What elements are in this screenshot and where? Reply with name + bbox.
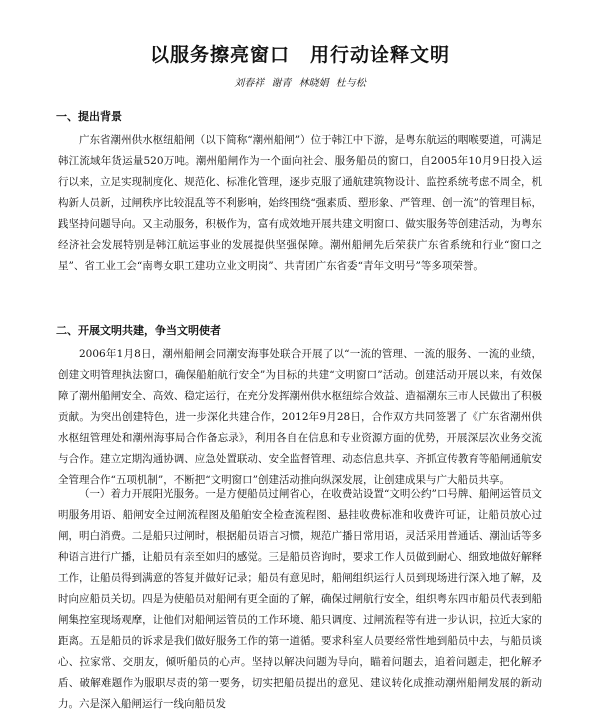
page-title: 以服务擦亮窗口 用行动诠释文明	[149, 44, 450, 66]
section-heading-background: 一、提出背景	[56, 110, 122, 123]
background-paragraph: 广东省潮州供水枢纽船闸（以下简称“潮州船闸”）位于韩江中下游，是粤东航运的咽喉要道，可满足韩江流域年货运量520万吨。潮州船闸作为一个面向社会、服务船员的窗口，自2005年10月9日投入运行以来，立足实现制度化、规范化、标准化管理，逐步克服了通航建筑物设计、监控系统考虑不周全，机构新人员新，过闸秩序比较混乱等不利影响，始终围绕“强素质、塑形象、严管理、创一流”的管理目标，践坚持问题导向。又主动服务，积极作为，富有成效地开展共建文明窗口、做实服务等创建活动，为粤东经济社会发展特别是韩江航运事业的发展提供坚强保障。潮州船闸先后荣获广东省系统和行业“窗口之星”、省工业工会“南粤女职工建功立业文明岗”、共青团广东省委“青年文明号”等多项荣誉。	[58, 134, 542, 272]
section-heading-civilization: 二、开展文明共建，争当文明使者	[56, 324, 221, 337]
civilization-paragraph-1: 2006年1月8日，潮州船闸会同潮安海事处联合开展了以“一流的管理、一流的服务、一流的业绩，创建文明管理执法窗口，确保船舶航行安全”为目标的共建“文明窗口”活动。创建活动开展以来，有效保障了潮州船闸安全、高效、稳定运行，在充分发挥潮州供水枢纽综合效益、造福潮东三市人民做出了积极贡献。为突出创建特色，进一步深化共建合作，2012年9月28日，合作双方共同签署了《广东省潮州供水枢纽管理处和潮州海事局合作备忘录》，利用各自在信息和专业资源方面的优势，开展深层次业务交流与合作。建立定期沟通协调、应急处置联动、安全监督管理、动态信息共享、齐抓宣传教育等船闸通航安全管理合作“五项机制”，不断把“文明窗口”创建活动推向纵深发展，让创建成果与广大船员共享。	[58, 348, 542, 486]
author-list: 刘春祥 谢青 林晓娟 杜与松	[234, 78, 366, 89]
sunshine-service-paragraph: （一）着力开展阳光服务。一是方便船员过闸省心，在收费站设置“文明公约”口号牌、船闸运管员文明服务用语、船闸安全过闸流程图及船舶安全检查流程图、悬挂收费标准和收费许可证，让船员放心过闸，明白消费。二是船只过闸时，根据船员语言习惯，规范广播日常用语，灵活采用普通话、潮汕话等多种语言进行广播，让船员有亲至如归的感觉。三是船员咨询时，要求工作人员做到耐心、细致地做好解释工作，让船员得到满意的答复并做好记录；船员有意见时，船闸组织运行人员到现场进行深入地了解，及时向应船员关切。四是为使船员对船闸有更全面的了解，确保过闸航行安全，组织粤东四市船员代表到船闸集控室现场观摩，让他们对船闸运管员的工作环境、船只调度、过闸流程等有进一步认识，拉近大家的距离。五是船员的诉求是我们做好服务工作的第一道循。要求科室人员要经常性地到船员中去，与船员谈心、拉家常、交朋友，倾听船员的心声。坚持以解决问题为导向，瞄着问题去，追着问题走，把化解矛盾、破解难题作为服职尽责的第一要务，切实把船员提出的意见、建议转化成推动潮州船闸发展的新动力。六是深入船闸运行一线向船员发	[58, 488, 542, 710]
